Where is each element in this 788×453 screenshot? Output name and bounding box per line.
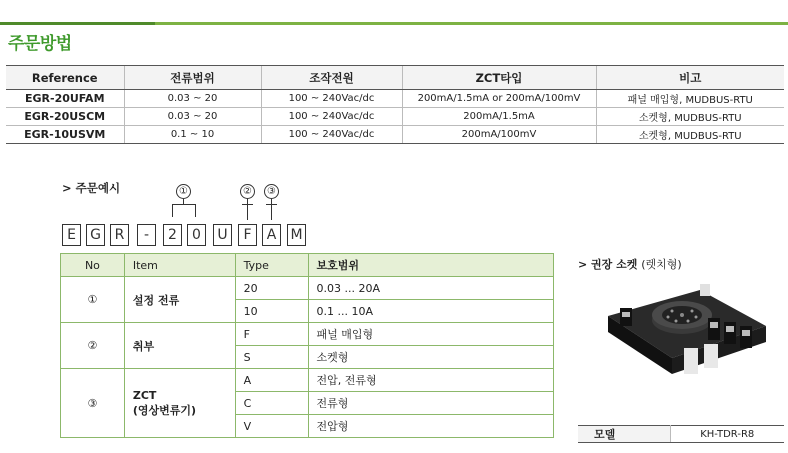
options-header-row: [61, 254, 554, 277]
spec-cell: 소켓형, MUDBUS-RTU: [596, 126, 784, 144]
option-no: ②: [61, 323, 125, 369]
code-char-box: R: [110, 224, 129, 246]
code-char-box: E: [62, 224, 81, 246]
code-char-box: 2: [163, 224, 182, 246]
spec-cell-reference: EGR-20USCM: [6, 108, 124, 126]
code-char-box: -: [137, 224, 156, 246]
option-type: S: [235, 346, 308, 369]
spec-cell: 200mA/1.5mA or 200mA/100mV: [402, 90, 596, 108]
option-item: 취부: [124, 323, 235, 369]
connector-line: [247, 199, 248, 220]
spec-header: ZCT타입: [402, 66, 596, 90]
option-item-line: ZCT: [132, 388, 157, 402]
spec-header: 전류범위: [124, 66, 261, 90]
marker-3: ③: [264, 184, 279, 199]
option-type: V: [235, 415, 308, 438]
option-range: 전압형: [308, 415, 553, 438]
connector-tick: [242, 204, 253, 205]
socket-product-image: [600, 278, 770, 388]
spec-cell-reference: EGR-10USVM: [6, 126, 124, 144]
option-range: 0.1 ... 10A: [308, 300, 553, 323]
options-header: 보호범위: [308, 254, 553, 277]
spec-header: 조작전원: [261, 66, 402, 90]
spec-row: [6, 126, 784, 144]
spec-cell: 200mA/1.5mA: [402, 108, 596, 126]
spec-cell: 100 ~ 240Vac/dc: [261, 108, 402, 126]
option-range: 0.03 ... 20A: [308, 277, 553, 300]
spec-cell: 패널 매입형, MUDBUS-RTU: [596, 90, 784, 108]
option-type: 20: [235, 277, 308, 300]
options-row: [61, 369, 554, 392]
code-char-box: F: [238, 224, 257, 246]
connector-tick: [266, 204, 277, 205]
model-label: 모델: [578, 426, 670, 443]
option-range: 전류형: [308, 392, 553, 415]
option-type: A: [235, 369, 308, 392]
socket-title-paren: (렛치형): [641, 258, 682, 271]
option-range: 전압, 전류형: [308, 369, 553, 392]
spec-row: [6, 108, 784, 126]
socket-title-text: > 권장 소켓: [578, 258, 638, 271]
options-header: Type: [235, 254, 308, 277]
options-row: [61, 277, 554, 300]
spec-header: Reference: [6, 66, 124, 90]
code-char-box: 0: [187, 224, 206, 246]
option-no: ①: [61, 277, 125, 323]
spec-cell: 0.03 ~ 20: [124, 90, 261, 108]
option-range: 소켓형: [308, 346, 553, 369]
option-item-line: (영상변류기): [132, 403, 197, 417]
option-no: ③: [61, 369, 125, 438]
spec-cell: 0.1 ~ 10: [124, 126, 261, 144]
spec-cell-reference: EGR-20UFAM: [6, 90, 124, 108]
options-header: No: [61, 254, 125, 277]
model-value: KH-TDR-R8: [670, 426, 784, 443]
spec-cell: 100 ~ 240Vac/dc: [261, 126, 402, 144]
code-char-box: U: [213, 224, 232, 246]
code-char-box: A: [262, 224, 281, 246]
spec-cell: 100 ~ 240Vac/dc: [261, 90, 402, 108]
socket-model-table: [578, 425, 784, 443]
order-example-title: > 주문예시: [62, 181, 121, 195]
socket-model-row: [578, 426, 784, 443]
socket-title: [578, 256, 682, 272]
code-char-box: M: [287, 224, 306, 246]
spec-header: 비고: [596, 66, 784, 90]
marker-1: ①: [176, 184, 191, 199]
option-item: [124, 369, 235, 438]
header-rule-accent: [0, 22, 155, 25]
connector-bracket: [172, 204, 196, 217]
code-char-box: G: [86, 224, 105, 246]
page-title: 주문방법: [8, 34, 72, 54]
spec-cell: 소켓형, MUDBUS-RTU: [596, 108, 784, 126]
spec-header-row: [6, 66, 784, 90]
spec-row: [6, 90, 784, 108]
spec-cell: 200mA/100mV: [402, 126, 596, 144]
options-header: Item: [124, 254, 235, 277]
spec-cell: 0.03 ~ 20: [124, 108, 261, 126]
option-type: C: [235, 392, 308, 415]
option-type: F: [235, 323, 308, 346]
spec-table: [6, 65, 784, 144]
connector-line: [271, 199, 272, 220]
option-type: 10: [235, 300, 308, 323]
option-item: 설정 전류: [124, 277, 235, 323]
option-range: 패널 매입형: [308, 323, 553, 346]
marker-2: ②: [240, 184, 255, 199]
options-row: [61, 323, 554, 346]
options-table: [60, 253, 554, 438]
